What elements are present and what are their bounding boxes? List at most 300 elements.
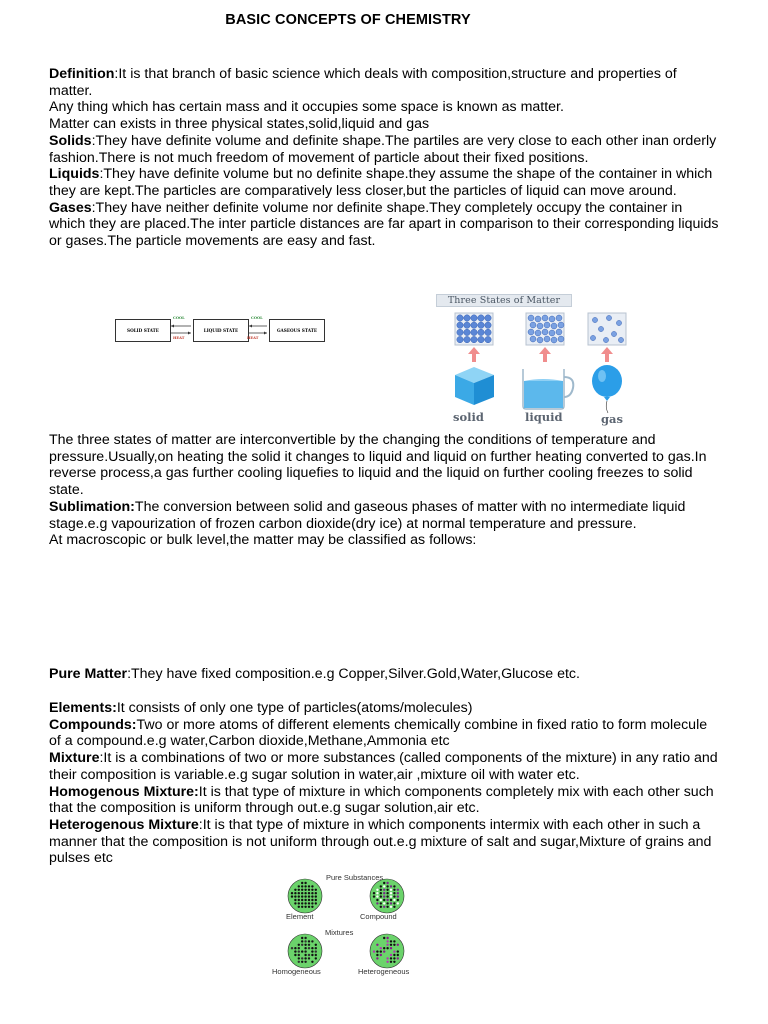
particle [471,322,477,328]
particle [386,906,388,908]
particle [380,950,382,952]
particle [311,895,313,897]
state-change-diagram [115,312,325,348]
particle [304,950,306,952]
macroscopic-line: At macroscopic or bulk level,the matter may be classified as follows: [49,532,477,549]
particle [304,957,306,959]
particle [298,895,300,897]
pure-matter-section [49,666,719,683]
particle [397,944,399,946]
particle [301,940,303,942]
particle [478,336,484,342]
classification-section [49,700,719,867]
particle [311,892,313,894]
substances-illustration [270,872,440,978]
liquids-text: :They have definite volume but no definite shape.they assume the shape of the container in which they are kept.The particles are comparatively less closer,but the particles of liquid can move around. [49,166,713,199]
particle [304,892,306,894]
particle [308,954,310,956]
particle [558,322,564,328]
compounds-text: Two or more atoms of different elements chemically combine in fixed ratio to form molecule of a compound.e.g water,Carbon dioxide,Methane,Ammonia etc [49,716,708,750]
particle [383,950,385,952]
particle [304,882,306,884]
particle [556,329,562,335]
particle [380,902,382,904]
particle [301,947,303,949]
heterogenous-text: :It is that type of mixture in which components intermix with each other in such a manner that the composition is not uniform through out.e.g mixture of salt and sugar,Mixture of grains and pulses etc [49,816,712,867]
particle [311,950,313,952]
particle [315,950,317,952]
particle [393,895,395,897]
particle [390,947,392,949]
particle [393,899,395,901]
matter-states-line: Matter can exists in three physical states,solid,liquid and gas [49,116,430,133]
intro-section [49,66,719,250]
particle [308,885,310,887]
particle [298,961,300,963]
homogenous-text: It is that type of mixture in which components completely mix with each other such that the composition is uniform through out.e.g sugar solution,air etc. [49,783,714,817]
particle [390,885,392,887]
particle [380,895,382,897]
particle [393,957,395,959]
solids-text: :They have definite volume and definite shape.The partiles are very close to each other inan orderly fashion.There is not much freedom of movement of particle about their fixed positions. [49,132,717,166]
particle [294,944,296,946]
particle [393,950,395,952]
compound-label: Compound [360,912,397,921]
pure-matter-text: :They have fixed composition.e.g Copper,Silver.Gold,Water,Glucose etc. [127,666,580,682]
particle [311,944,313,946]
definition-paragraph [49,66,719,99]
particle [294,957,296,959]
particle [390,889,392,891]
homogenous-label: Homogenous Mixture: [49,783,199,800]
particle [301,954,303,956]
particle [294,947,296,949]
particle [464,336,470,342]
particle [386,937,388,939]
particle [298,902,300,904]
particle [397,889,399,891]
elements-paragraph [49,700,719,717]
particle [457,336,463,342]
particle [311,885,313,887]
particle [471,329,477,335]
particle [386,899,388,901]
particle [298,899,300,901]
particle [308,895,310,897]
particle [380,892,382,894]
particle [315,944,317,946]
particle [537,337,543,343]
solids-label: Solids [49,132,92,149]
particle [383,954,385,956]
particle [304,895,306,897]
particle [393,885,395,887]
particle [304,889,306,891]
particle [397,957,399,959]
liquids-paragraph [49,166,719,199]
particle [380,947,382,949]
liquid-beaker [523,369,573,409]
particle [397,895,399,897]
particle [315,895,317,897]
particle [558,336,564,342]
particle [301,882,303,884]
particle [311,957,313,959]
particle [376,889,378,891]
particle [376,892,378,894]
particle [471,315,477,321]
mixtures-label: Mixtures [325,928,354,937]
particle [478,329,484,335]
particle [544,322,550,328]
sublimation-label: Sublimation: [49,498,135,515]
interconversion-paragraph: The three states of matter are interconvertible by the changing the conditions of temperature and pressure.Usually,on heating the solid it changes to liquid and liquid on further heating converted to gas.In reverse process,a gas further cooling liquefies to liquid and the liquid on further cooling freezes to solid state. [49,432,707,499]
particle [301,895,303,897]
particle [397,947,399,949]
particle [304,947,306,949]
particle [390,892,392,894]
particle [383,892,385,894]
particle [537,323,543,329]
particle [390,902,392,904]
particle [311,906,313,908]
particle [308,902,310,904]
particle [390,899,392,901]
particle [390,944,392,946]
liquid-state-box: LIQUID STATE [193,319,249,342]
sublimation-text: The conversion between solid and gaseous phases of matter with no intermediate liquid stage.e.g vapourization of frozen carbon dioxide(dry ice) at normal temperature and pressure. [49,498,686,532]
homogeneous-label: Homogeneous [272,967,321,976]
particle [291,947,293,949]
particle [315,902,317,904]
particle [397,950,399,952]
particle [308,944,310,946]
cool-label-2: COOL [251,316,263,320]
compounds-label: Compounds: [49,716,137,733]
particle [397,892,399,894]
particle [542,329,548,335]
particle [298,944,300,946]
particle [386,954,388,956]
particle [383,882,385,884]
particle [383,957,385,959]
particle [308,961,310,963]
particle [315,899,317,901]
particle [386,892,388,894]
liquid-label: liquid [525,410,563,424]
heat-label-1: HEAT [173,336,185,340]
particle [485,336,491,342]
gas-label: gas [601,412,623,426]
particle [291,950,293,952]
particle [386,944,388,946]
particle [393,889,395,891]
up-arrows [468,347,613,362]
particle [304,885,306,887]
particle [393,940,395,942]
particle [373,895,375,897]
particle [376,902,378,904]
particle [294,902,296,904]
particle [376,954,378,956]
particle [386,957,388,959]
particle [298,889,300,891]
mixture-paragraph [49,750,719,783]
particle [301,961,303,963]
particle [393,947,395,949]
cool-label-1: COOL [173,316,185,320]
particle [301,885,303,887]
particle [380,906,382,908]
particle [298,906,300,908]
particle [294,892,296,894]
particle [376,957,378,959]
particle [478,322,484,328]
particle [298,950,300,952]
particle [397,902,399,904]
particle [376,950,378,952]
pure-substances-label: Pure Substances [326,873,384,882]
particle [393,892,395,894]
state-arrows [115,312,325,348]
particle [301,889,303,891]
particle [304,954,306,956]
particle [542,315,548,321]
particle [549,316,555,322]
particle [308,892,310,894]
particle [535,316,541,322]
definition-label: Definition [49,66,115,82]
particle [393,906,395,908]
gases-paragraph [49,200,719,250]
particle [308,947,310,949]
homogenous-paragraph [49,784,719,817]
particle [380,940,382,942]
particle [383,906,385,908]
particle [383,895,385,897]
pure-matter-label: Pure Matter [49,666,128,682]
particle [383,899,385,901]
particle [393,961,395,963]
particle [311,954,313,956]
particle [308,899,310,901]
three-states-figure [433,293,645,427]
gases-text: :They have neither definite volume nor definite shape.They completely occupy the container in which they are placed.The inter particle distances are far apart in comparison to their corresponding liquids or gases.The particle movements are easy and fast. [49,199,719,250]
particle [393,902,395,904]
particle [390,950,392,952]
particle [383,944,385,946]
solids-paragraph [49,133,719,166]
particle [386,940,388,942]
compounds-paragraph [49,717,719,750]
particle [535,330,541,336]
particle [301,950,303,952]
particle [383,889,385,891]
particle [311,902,313,904]
particle [386,950,388,952]
particle [464,315,470,321]
particle [373,950,375,952]
particle [304,944,306,946]
particle [457,329,463,335]
particle [373,947,375,949]
particle [373,892,375,894]
states-illustration [433,293,645,427]
particle [294,895,296,897]
particle [485,315,491,321]
particle [383,947,385,949]
particle [390,957,392,959]
particle [301,944,303,946]
particle [311,899,313,901]
three-states-title: Three States of Matter [436,294,572,307]
particle [478,315,484,321]
particle [551,337,557,343]
particle [386,902,388,904]
particle [294,950,296,952]
particle [315,889,317,891]
particle [298,885,300,887]
heterogenous-paragraph [49,817,719,867]
heterogenous-label: Heterogenous Mixture [49,816,199,833]
heterogeneous-label: Heterogeneous [358,967,410,976]
solid-label: solid [453,410,484,424]
particle [464,329,470,335]
particle [301,957,303,959]
particle [376,944,378,946]
ice-cube [455,367,494,405]
particle [301,902,303,904]
particle [298,892,300,894]
particle [301,937,303,939]
particle [294,889,296,891]
particle [376,899,378,901]
particle [380,889,382,891]
particle [530,336,536,342]
particle [301,906,303,908]
gases-label: Gases [49,199,92,216]
elements-label: Elements: [49,700,117,716]
particle [528,315,534,321]
particle [308,889,310,891]
gaseous-state-box: GASEOUS STATE [269,319,325,342]
particle [383,940,385,942]
particle [380,961,382,963]
particle [298,957,300,959]
particle [397,954,399,956]
particle [457,322,463,328]
particle [376,895,378,897]
particle [390,906,392,908]
particle [291,892,293,894]
elements-text: It consists of only one type of particles(atoms/molecules) [116,700,473,716]
particle [383,902,385,904]
particle [549,330,555,336]
particle [315,892,317,894]
particle [315,954,317,956]
particle [386,885,388,887]
definition-text: :It is that branch of basic science which deals with composition,structure and properties of matter. [49,66,677,99]
particle [544,336,550,342]
particle [551,323,557,329]
particle [301,899,303,901]
particle [298,947,300,949]
particle [308,950,310,952]
particle [304,961,306,963]
particle [380,885,382,887]
particle [464,322,470,328]
particle [311,947,313,949]
particle [386,961,388,963]
particle [311,940,313,942]
particle [308,906,310,908]
particle [308,940,310,942]
particle [393,944,395,946]
particle [311,961,313,963]
particle [301,892,303,894]
particle [380,957,382,959]
liquids-label: Liquids [49,166,100,183]
particle [304,902,306,904]
gas-balloon [592,365,622,413]
particle [298,940,300,942]
particle [315,947,317,949]
sublimation-paragraph [49,499,719,532]
particle [530,322,536,328]
particle [308,957,310,959]
substances-figure [270,872,440,978]
particle [457,315,463,321]
page-title: BASIC CONCEPTS OF CHEMISTRY [225,12,471,28]
solid-state-box: SOLID STATE [115,319,171,342]
particle [380,899,382,901]
pure-matter-paragraph [49,666,719,683]
particle [383,885,385,887]
particle [386,882,388,884]
particle [386,889,388,891]
particle [380,944,382,946]
mixture-label: Mixture [49,750,100,767]
particle [294,954,296,956]
particle [390,940,392,942]
particle [304,906,306,908]
particle [315,957,317,959]
particle [311,889,313,891]
particle [304,899,306,901]
particle [485,329,491,335]
particle [471,336,477,342]
particle [383,961,385,963]
particle [390,954,392,956]
element-label: Element [286,912,314,921]
particle [304,940,306,942]
mixture-text: :It is a combinations of two or more substances (called components of the mixture) in any ratio and their composition is variable.e.g sugar solution in water,air ,mixture oil with water etc. [49,750,718,783]
particle [386,895,388,897]
particle [294,899,296,901]
particle [380,954,382,956]
particle [528,329,534,335]
particle [397,899,399,901]
particle [556,315,562,321]
particle [390,895,392,897]
heat-label-2: HEAT [247,336,259,340]
interconversion-section [49,432,719,549]
particle [386,947,388,949]
particle [485,322,491,328]
particle [393,954,395,956]
particle [298,954,300,956]
particle [291,895,293,897]
